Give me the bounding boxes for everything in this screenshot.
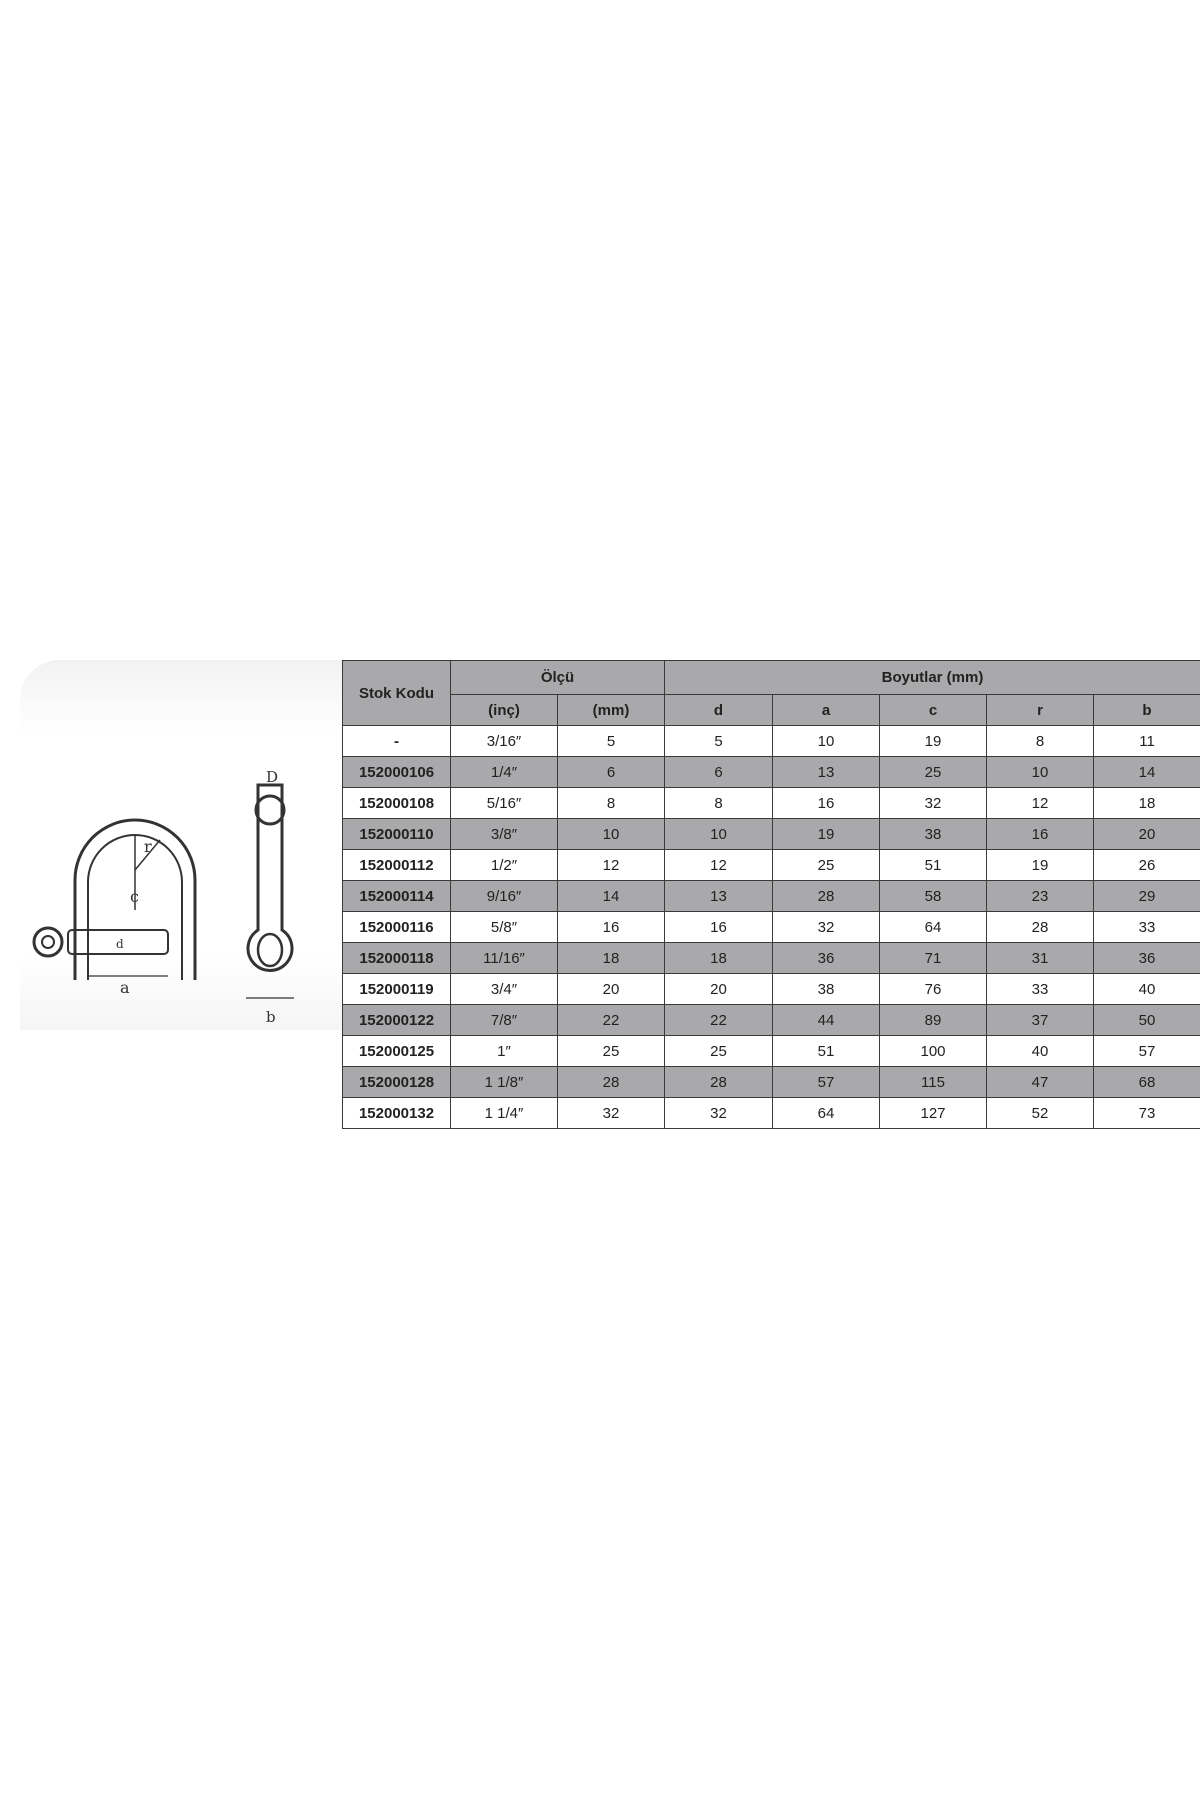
label-side-d: D: [266, 768, 279, 786]
shackle-diagram: [20, 740, 320, 1040]
cell-a: 10: [773, 726, 880, 757]
cell-b: 68: [1094, 1067, 1200, 1098]
table-row: [343, 726, 1200, 757]
cell-b: 29: [1094, 881, 1200, 912]
cell-c: 100: [880, 1036, 987, 1067]
cell-mm: 16: [558, 912, 665, 943]
cell-mm: 10: [558, 819, 665, 850]
cell-inch: 1 1/8″: [451, 1067, 558, 1098]
cell-c: 71: [880, 943, 987, 974]
cell-c: 19: [880, 726, 987, 757]
cell-b: 33: [1094, 912, 1200, 943]
header-stock-code: Stok Kodu: [343, 661, 451, 726]
cell-r: 28: [987, 912, 1094, 943]
cell-d: 5: [665, 726, 773, 757]
label-r: r: [144, 837, 152, 856]
cell-inch: 5/8″: [451, 912, 558, 943]
header-dim-r: r: [987, 695, 1094, 726]
cell-d: 32: [665, 1098, 773, 1129]
cell-d: 16: [665, 912, 773, 943]
label-c: c: [130, 887, 139, 906]
cell-stock-code: 152000112: [343, 850, 451, 881]
cell-inch: 9/16″: [451, 881, 558, 912]
cell-b: 14: [1094, 757, 1200, 788]
cell-b: 11: [1094, 726, 1200, 757]
cell-b: 18: [1094, 788, 1200, 819]
cell-b: 50: [1094, 1005, 1200, 1036]
cell-mm: 22: [558, 1005, 665, 1036]
cell-a: 38: [773, 974, 880, 1005]
cell-r: 40: [987, 1036, 1094, 1067]
header-size-group: Ölçü: [451, 661, 665, 695]
header-dim-d: d: [665, 695, 773, 726]
table-row: [343, 819, 1200, 850]
cell-stock-code: 152000132: [343, 1098, 451, 1129]
cell-mm: 25: [558, 1036, 665, 1067]
cell-a: 57: [773, 1067, 880, 1098]
header-dim-c: c: [880, 695, 987, 726]
cell-stock-code: 152000110: [343, 819, 451, 850]
cell-c: 25: [880, 757, 987, 788]
table-row: [343, 788, 1200, 819]
cell-a: 44: [773, 1005, 880, 1036]
cell-b: 26: [1094, 850, 1200, 881]
cell-b: 57: [1094, 1036, 1200, 1067]
table-row: [343, 1036, 1200, 1067]
cell-mm: 8: [558, 788, 665, 819]
cell-d: 10: [665, 819, 773, 850]
cell-c: 64: [880, 912, 987, 943]
cell-r: 31: [987, 943, 1094, 974]
side-view-pin: [256, 796, 284, 824]
cell-mm: 18: [558, 943, 665, 974]
cell-r: 10: [987, 757, 1094, 788]
cell-mm: 28: [558, 1067, 665, 1098]
label-a: a: [120, 978, 130, 997]
specification-table: [342, 660, 1200, 1129]
cell-c: 127: [880, 1098, 987, 1129]
header-inch: (inç): [451, 695, 558, 726]
cell-r: 16: [987, 819, 1094, 850]
pin-eye: [34, 928, 62, 956]
header-dimensions-group: Boyutlar (mm): [665, 661, 1200, 695]
cell-d: 20: [665, 974, 773, 1005]
cell-b: 73: [1094, 1098, 1200, 1129]
cell-c: 38: [880, 819, 987, 850]
table-row: [343, 943, 1200, 974]
cell-b: 20: [1094, 819, 1200, 850]
cell-inch: 1/4″: [451, 757, 558, 788]
table-row: [343, 1005, 1200, 1036]
cell-stock-code: 152000114: [343, 881, 451, 912]
cell-d: 6: [665, 757, 773, 788]
table-row: [343, 881, 1200, 912]
cell-r: 52: [987, 1098, 1094, 1129]
cell-mm: 20: [558, 974, 665, 1005]
cell-d: 28: [665, 1067, 773, 1098]
cell-inch: 3/16″: [451, 726, 558, 757]
header-mm: (mm): [558, 695, 665, 726]
cell-inch: 1/2″: [451, 850, 558, 881]
cell-a: 36: [773, 943, 880, 974]
cell-b: 40: [1094, 974, 1200, 1005]
table-row: [343, 1067, 1200, 1098]
table-row: [343, 757, 1200, 788]
label-d: d: [116, 937, 124, 951]
cell-r: 8: [987, 726, 1094, 757]
cell-a: 19: [773, 819, 880, 850]
cell-r: 33: [987, 974, 1094, 1005]
cell-stock-code: 152000118: [343, 943, 451, 974]
cell-mm: 32: [558, 1098, 665, 1129]
cell-mm: 5: [558, 726, 665, 757]
cell-mm: 12: [558, 850, 665, 881]
cell-c: 76: [880, 974, 987, 1005]
cell-stock-code: 152000128: [343, 1067, 451, 1098]
label-b: b: [266, 1008, 276, 1026]
cell-stock-code: 152000108: [343, 788, 451, 819]
side-view-body: [248, 785, 292, 970]
cell-a: 28: [773, 881, 880, 912]
cell-a: 25: [773, 850, 880, 881]
cell-d: 12: [665, 850, 773, 881]
cell-b: 36: [1094, 943, 1200, 974]
cell-r: 19: [987, 850, 1094, 881]
side-view-eye: [258, 934, 282, 966]
cell-stock-code: -: [343, 726, 451, 757]
pin-eye-hole: [42, 936, 54, 948]
cell-a: 64: [773, 1098, 880, 1129]
cell-stock-code: 152000106: [343, 757, 451, 788]
cell-c: 115: [880, 1067, 987, 1098]
cell-a: 51: [773, 1036, 880, 1067]
cell-d: 8: [665, 788, 773, 819]
cell-c: 51: [880, 850, 987, 881]
cell-mm: 6: [558, 757, 665, 788]
cell-c: 89: [880, 1005, 987, 1036]
cell-d: 18: [665, 943, 773, 974]
cell-a: 16: [773, 788, 880, 819]
table-row: [343, 850, 1200, 881]
cell-inch: 1 1/4″: [451, 1098, 558, 1129]
cell-a: 32: [773, 912, 880, 943]
cell-a: 13: [773, 757, 880, 788]
cell-r: 37: [987, 1005, 1094, 1036]
cell-stock-code: 152000122: [343, 1005, 451, 1036]
table-row: [343, 912, 1200, 943]
cell-c: 32: [880, 788, 987, 819]
cell-mm: 14: [558, 881, 665, 912]
cell-r: 12: [987, 788, 1094, 819]
cell-d: 25: [665, 1036, 773, 1067]
cell-inch: 3/4″: [451, 974, 558, 1005]
cell-stock-code: 152000116: [343, 912, 451, 943]
cell-inch: 1″: [451, 1036, 558, 1067]
cell-inch: 7/8″: [451, 1005, 558, 1036]
table-row: [343, 974, 1200, 1005]
header-dim-a: a: [773, 695, 880, 726]
cell-stock-code: 152000119: [343, 974, 451, 1005]
table-row: [343, 1098, 1200, 1129]
cell-inch: 11/16″: [451, 943, 558, 974]
cell-inch: 3/8″: [451, 819, 558, 850]
cell-inch: 5/16″: [451, 788, 558, 819]
cell-d: 13: [665, 881, 773, 912]
cell-d: 22: [665, 1005, 773, 1036]
cell-r: 23: [987, 881, 1094, 912]
cell-c: 58: [880, 881, 987, 912]
cell-r: 47: [987, 1067, 1094, 1098]
header-dim-b: b: [1094, 695, 1200, 726]
cell-stock-code: 152000125: [343, 1036, 451, 1067]
